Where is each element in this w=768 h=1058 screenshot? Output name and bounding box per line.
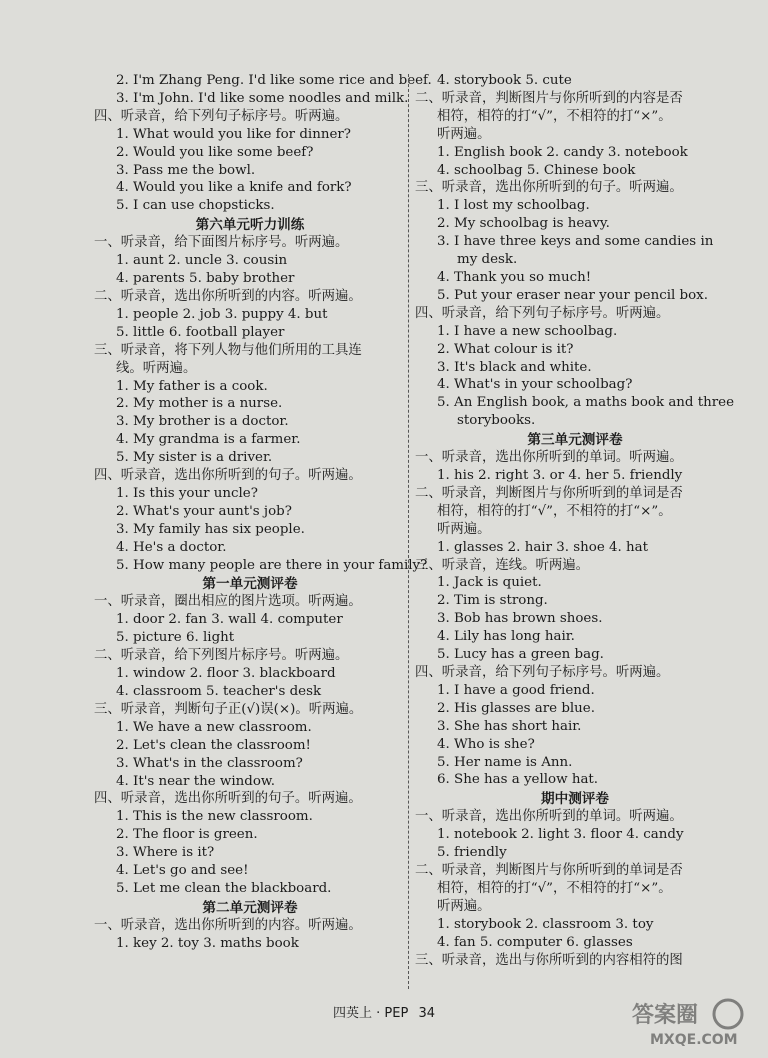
question-item: 5. little 6. football player <box>116 324 285 340</box>
heading-continuation: 相符，相符的打“√”，不相符的打“×”。 <box>437 108 672 124</box>
watermark-line2: MXQE.COM <box>650 1032 738 1048</box>
question-item: 1. people 2. job 3. puppy 4. but <box>116 306 328 322</box>
question-item: 2. The floor is green. <box>116 827 258 843</box>
question-heading: 一、听录音，选出你所听到的单词。听两遍。 <box>415 450 683 466</box>
question-item: 1. key 2. toy 3. maths book <box>116 935 299 951</box>
question-item: 1. English book 2. candy 3. notebook <box>437 144 688 160</box>
question-heading: 二、听录音，判断图片与你所听到的单词是否 <box>415 485 683 501</box>
question-item: 5. An English book, a maths book and three <box>437 395 735 411</box>
question-heading: 一、听录音，圈出相应的图片选项。听两遍。 <box>94 594 362 610</box>
item-continuation: my desk. <box>457 252 518 268</box>
question-heading: 四、听录音，选出你所听到的句子。听两遍。 <box>94 791 362 807</box>
question-item: 2. Let's clean the classroom! <box>116 737 311 753</box>
footer-label: 四英上 · PEP <box>333 1006 409 1021</box>
question-item: 4. What's in your schoolbag? <box>437 377 633 393</box>
question-heading: 一、听录音，选出你所听到的单词。听两遍。 <box>415 809 683 825</box>
question-item: 1. aunt 2. uncle 3. cousin <box>116 253 288 269</box>
question-item: 3. Where is it? <box>116 845 215 861</box>
question-item: 5. My sister is a driver. <box>116 450 273 466</box>
question-item: 5. friendly <box>437 845 507 861</box>
question-heading: 二、听录音，判断图片与你所听到的内容是否 <box>415 90 683 106</box>
question-heading: 三、听录音，选出你所听到的句子。听两遍。 <box>415 180 683 196</box>
question-item: 2. His glasses are blue. <box>437 700 595 716</box>
watermark-line1: 答案圈 <box>632 1003 699 1028</box>
question-item: 3. She has short hair. <box>437 718 582 734</box>
question-item: 3. Bob has brown shoes. <box>437 611 603 627</box>
question-item: 2. I'm Zhang Peng. I'd like some rice and beef. <box>116 73 432 88</box>
question-item: 4. It's near the window. <box>116 773 276 789</box>
question-item: 2. Tim is strong. <box>437 593 548 609</box>
question-item: 5. How many people are there in your family? <box>116 557 428 573</box>
question-heading: 四、听录音，给下列句子标序号。听两遍。 <box>94 108 349 124</box>
question-item: 4. Would you like a knife and fork? <box>116 180 352 196</box>
question-item: 4. storybook 5. cute <box>437 73 572 88</box>
question-item: 2. My mother is a nurse. <box>116 396 283 412</box>
section-title: 第二单元测评卷 <box>202 899 298 916</box>
heading-continuation: 听两遍。 <box>437 521 491 537</box>
question-item: 4. schoolbag 5. Chinese book <box>437 162 636 178</box>
question-heading: 三、听录音，判断句子正(√)误(×)。听两遍。 <box>94 701 363 717</box>
question-item: 1. his 2. right 3. or 4. her 5. friendly <box>437 468 683 484</box>
question-item: 3. I have three keys and some candies in <box>437 234 714 250</box>
question-item: 2. What colour is it? <box>437 341 574 357</box>
question-item: 5. Let me clean the blackboard. <box>116 880 332 896</box>
question-item: 1. window 2. floor 3. blackboard <box>116 666 336 682</box>
question-item: 2. Would you like some beef? <box>116 144 314 160</box>
item-continuation: storybooks. <box>457 413 536 429</box>
right-column <box>415 72 735 970</box>
left-column <box>94 72 432 953</box>
question-item: 1. glasses 2. hair 3. shoe 4. hat <box>437 539 649 555</box>
question-heading: 一、听录音，给下面图片标序号。听两遍。 <box>94 235 349 251</box>
question-item: 4. parents 5. baby brother <box>116 271 295 287</box>
question-item: 4. classroom 5. teacher's desk <box>116 684 322 699</box>
page-number: 34 <box>418 1006 435 1021</box>
question-heading: 四、听录音，给下列句子标序号。听两遍。 <box>415 305 670 321</box>
question-item: 2. My schoolbag is heavy. <box>437 216 610 232</box>
question-item: 3. Pass me the bowl. <box>116 162 256 178</box>
question-item: 1. door 2. fan 3. wall 4. computer <box>116 612 343 628</box>
question-item: 1. storybook 2. classroom 3. toy <box>437 916 654 932</box>
question-item: 1. notebook 2. light 3. floor 4. candy <box>437 827 684 843</box>
question-heading: 三、听录音，连线。听两遍。 <box>415 557 590 573</box>
question-heading: 三、听录音，将下列人物与他们所用的工具连 <box>94 342 362 358</box>
heading-continuation: 相符，相符的打“√”，不相符的打“×”。 <box>437 880 672 896</box>
question-heading: 四、听录音，给下列句子标序号。听两遍。 <box>415 665 670 680</box>
question-item: 1. Jack is quiet. <box>437 575 542 591</box>
question-item: 4. My grandma is a farmer. <box>116 432 301 448</box>
question-item: 6. She has a yellow hat. <box>437 772 599 788</box>
watermark-logo-icon <box>628 994 748 1050</box>
question-heading: 二、听录音，判断图片与你所听到的单词是否 <box>415 863 683 879</box>
question-item: 3. It's black and white. <box>437 359 592 375</box>
question-item: 3. I'm John. I'd like some noodles and milk. <box>116 90 409 106</box>
question-item: 4. He's a doctor. <box>116 539 227 555</box>
question-heading: 二、听录音，给下列图片标序号。听两遍。 <box>94 648 349 664</box>
question-item: 4. fan 5. computer 6. glasses <box>437 934 633 950</box>
question-item: 3. What's in the classroom? <box>116 755 303 771</box>
question-item: 1. What would you like for dinner? <box>116 126 351 142</box>
section-title: 期中测评卷 <box>541 791 609 808</box>
question-item: 1. Is this your uncle? <box>116 485 258 501</box>
heading-continuation: 相符，相符的打“√”，不相符的打“×”。 <box>437 503 672 519</box>
section-title: 第三单元测评卷 <box>527 432 623 449</box>
question-item: 1. I have a new schoolbag. <box>437 323 618 339</box>
question-item: 5. I can use chopsticks. <box>116 198 275 214</box>
question-item: 4. Lily has long hair. <box>437 629 575 645</box>
question-heading: 二、听录音，选出你所听到的内容。听两遍。 <box>94 288 362 304</box>
question-item: 5. Lucy has a green bag. <box>437 647 604 663</box>
heading-continuation: 听两遍。 <box>437 898 491 914</box>
section-title: 第一单元测评卷 <box>202 576 298 593</box>
question-item: 5. picture 6. light <box>116 630 235 646</box>
question-item: 1. We have a new classroom. <box>116 719 312 735</box>
question-item: 4. Thank you so much! <box>437 269 592 285</box>
question-heading: 四、听录音，选出你所听到的句子。听两遍。 <box>94 468 362 484</box>
heading-continuation: 线。听两遍。 <box>116 360 197 376</box>
column-divider <box>408 74 409 989</box>
question-item: 1. I lost my schoolbag. <box>437 198 590 214</box>
question-item: 1. This is the new classroom. <box>116 809 313 825</box>
question-item: 3. My brother is a doctor. <box>116 414 289 430</box>
question-item: 4. Let's go and see! <box>116 863 249 879</box>
question-item: 2. What's your aunt's job? <box>116 503 292 519</box>
question-item: 5. Put your eraser near your pencil box. <box>437 287 708 303</box>
question-item: 3. My family has six people. <box>116 521 305 537</box>
question-item: 1. My father is a cook. <box>116 378 268 394</box>
question-item: 1. I have a good friend. <box>437 682 595 698</box>
question-item: 4. Who is she? <box>437 736 535 752</box>
heading-continuation: 听两遍。 <box>437 126 491 142</box>
question-item: 5. Her name is Ann. <box>437 754 573 770</box>
question-heading: 三、听录音，选出与你所听到的内容相符的图 <box>415 952 683 968</box>
section-title: 第六单元听力训练 <box>195 217 305 234</box>
question-heading: 一、听录音，选出你所听到的内容。听两遍。 <box>94 917 362 933</box>
